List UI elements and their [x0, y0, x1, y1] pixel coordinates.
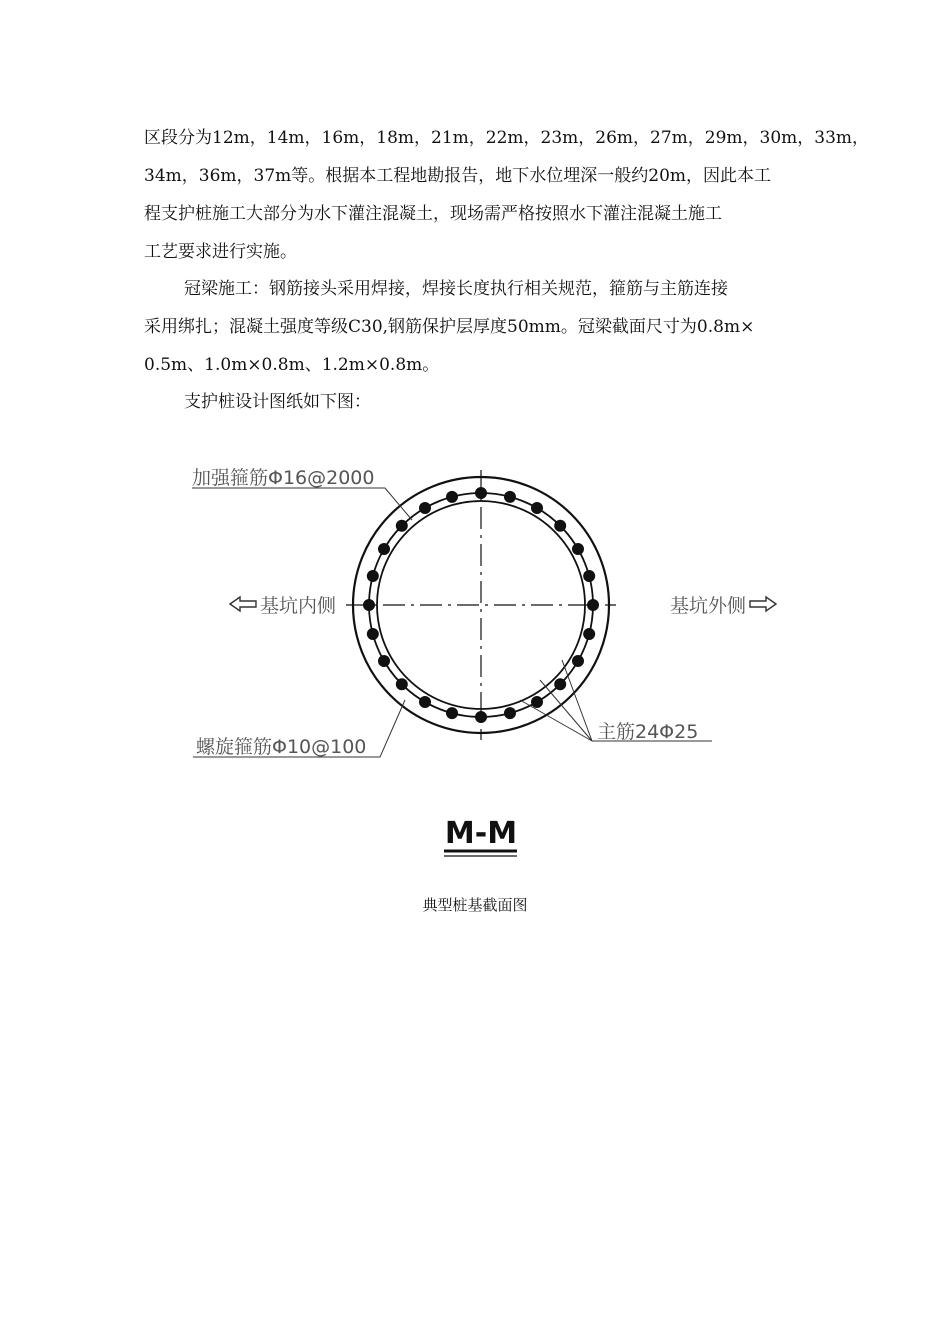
text-line: 采用绑扎；混凝土强度等级C30,钢筋保护层厚度50mm。冠梁截面尺寸为0.8m× [144, 317, 755, 337]
text-line: 0.5m、1.0m×0.8m、1.2m×0.8m。 [144, 355, 440, 375]
main-rebar [396, 679, 407, 690]
label-pit-inner: 基坑内侧 [260, 595, 337, 617]
main-rebar [379, 544, 390, 555]
leader-line-main-2 [540, 680, 592, 741]
text-line: 程支护桩施工大部分为水下灌注混凝土，现场需严格按照水下灌注混凝土施工 [144, 204, 722, 224]
section-title: M-M [444, 816, 518, 851]
label-pit-outer: 基坑外侧 [670, 595, 747, 617]
text-line: 区段分为12m，14m，16m，18m，21m，22m，23m，26m，27m，29m，30m，33m， [144, 128, 870, 148]
label-main-rebar: 主筋24Φ25 [597, 721, 699, 743]
main-rebar [396, 520, 407, 531]
text-line: 工艺要求进行实施。 [144, 242, 297, 262]
stiffener-ring-inner [377, 501, 585, 709]
main-rebar [367, 628, 378, 639]
main-rebar [504, 708, 515, 719]
main-rebar [379, 656, 390, 667]
main-rebar [572, 656, 583, 667]
main-rebar [584, 628, 595, 639]
pile-section-drawing [0, 420, 950, 870]
main-rebar [367, 571, 378, 582]
paragraph-3 [144, 383, 808, 421]
label-spiral: 螺旋箍筋Φ10@100 [196, 736, 367, 758]
main-rebar [504, 491, 515, 502]
leader-line-stiffener [192, 488, 412, 520]
paragraph-2 [144, 270, 808, 384]
paragraph-1 [144, 119, 870, 271]
main-rebar [532, 696, 543, 707]
main-rebar [555, 520, 566, 531]
main-rebar [420, 503, 431, 514]
arrow-left-icon [230, 597, 256, 611]
text-line: 34m，36m，37m等。根据本工程地勘报告，地下水位埋深一般约20m，因此本工 [144, 166, 772, 186]
main-rebar [447, 708, 458, 719]
text-line: 支护桩设计图纸如下图： [184, 392, 371, 412]
arrow-right-icon [750, 597, 776, 611]
label-stiffener: 加强箍筋Φ16@2000 [192, 467, 375, 489]
main-rebar [555, 679, 566, 690]
main-rebar [572, 544, 583, 555]
leader-line-main-1 [520, 700, 592, 741]
figure-caption: 典型桩基截面图 [422, 896, 528, 914]
main-rebar [584, 571, 595, 582]
text-line: 冠梁施工：钢筋接头采用焊接，焊接长度执行相关规范，箍筋与主筋连接 [184, 279, 728, 299]
main-rebar [447, 491, 458, 502]
main-rebar [420, 696, 431, 707]
main-rebar [532, 503, 543, 514]
